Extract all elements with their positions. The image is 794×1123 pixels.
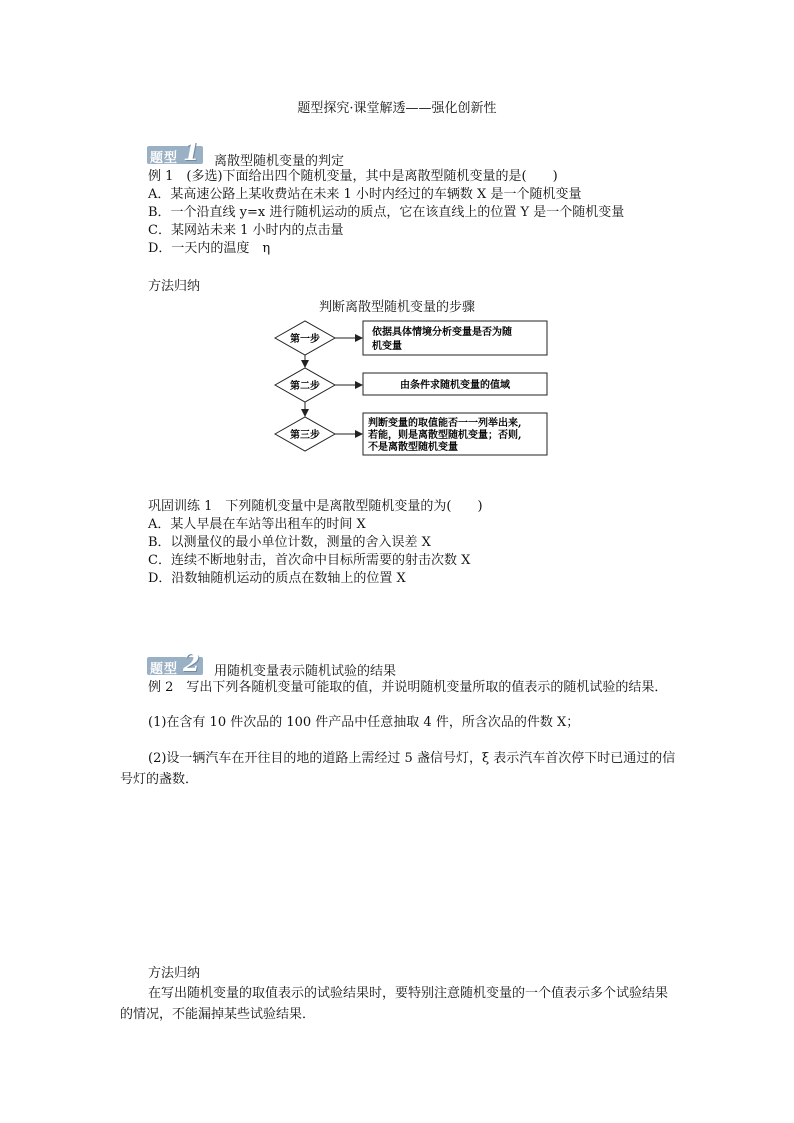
flow-step-2 <box>275 368 335 402</box>
flow-desc-3-line2: 若能，则是离散型随机变量；否则, <box>368 430 522 441</box>
section-heading-2: 用随机变量表示随机试验的结果 <box>214 664 397 679</box>
flow-desc-1 <box>363 321 547 355</box>
flow-step-2-label: 第二步 <box>290 381 320 392</box>
flow-desc-1-line2: 机变量 <box>372 341 402 352</box>
method-label-2: 方法归纳 <box>148 966 201 981</box>
example-2-question-1: (1)在含有 10 件次品的 100 件产品中任意抽取 4 件，所含次品的件数 X； <box>148 715 580 730</box>
example-1-option-d: D．一天内的温度 η <box>148 241 271 256</box>
practice-1-stem: 巩固训练 1 下列随机变量中是离散型随机变量的为( ) <box>148 499 483 514</box>
flow-desc-3-line3: 不是离散型随机变量 <box>368 442 458 453</box>
example-1-stem: 例 1 (多选)下面给出四个随机变量，其中是离散型随机变量的是( ) <box>148 169 558 184</box>
example-1-option-b: B．一个沿直线 y=x 进行随机运动的质点，它在该直线上的位置 Y 是一个随机变量 <box>148 205 625 220</box>
section-heading-1: 离散型随机变量的判定 <box>214 154 345 169</box>
method-label-1: 方法归纳 <box>148 279 201 294</box>
flow-desc-2 <box>363 373 547 395</box>
practice-1-option-a: A．某人早晨在车站等出租车的时间 X <box>148 517 366 532</box>
flowchart-title: 判断离散型随机变量的步骤 <box>318 300 475 315</box>
page-title: 题型探究·课堂解透——强化创新性 <box>297 101 497 116</box>
flow-step-3 <box>275 417 335 451</box>
practice-1-option-c: C．连续不断地射击，首次命中目标所需要的射击次数 X <box>148 553 471 568</box>
badge-number: 1 <box>183 137 200 166</box>
badge-number: 2 <box>183 648 200 677</box>
flow-step-3-label: 第三步 <box>290 430 320 441</box>
method-text-2: 在写出随机变量的取值表示的试验结果时，要特别注意随机变量的一个值表示多个试验结果的情况，不能漏掉某些试验结果． <box>120 986 669 1022</box>
flow-desc-3 <box>363 413 547 455</box>
example-1-option-a: A．某高速公路上某收费站在未来 1 小时内经过的车辆数 X 是一个随机变量 <box>148 187 582 202</box>
flow-desc-2-line1: 由条件求随机变量的值域 <box>400 380 510 391</box>
type-badge-1 <box>147 137 203 166</box>
flow-step-1 <box>275 321 335 355</box>
practice-1-option-b: B．以测量仪的最小单位计数，测量的舍入误差 X <box>148 535 431 550</box>
flow-desc-3-line1: 判断变量的取值能否一一列举出来, <box>368 418 522 429</box>
flow-desc-1-line1: 依据具体情境分析变量是否为随 <box>372 327 512 338</box>
flowchart <box>0 312 794 472</box>
example-2-question-2: (2)设一辆汽车在开往目的地的道路上需经过 5 盏信号灯，ξ 表示汽车首次停下时已通过的信号灯的盏数． <box>120 751 676 787</box>
example-2-stem: 例 2 写出下列各随机变量可能取的值，并说明随机变量所取的值表示的随机试验的结果． <box>148 680 668 695</box>
flow-step-1-label: 第一步 <box>290 334 320 345</box>
practice-1-option-d: D．沿数轴随机运动的质点在数轴上的位置 X <box>148 571 406 586</box>
example-1-option-c: C．某网站未来 1 小时内的点击量 <box>148 223 344 238</box>
badge-label: 题型 <box>150 662 179 677</box>
badge-label: 题型 <box>150 151 179 166</box>
type-badge-2 <box>147 648 203 677</box>
